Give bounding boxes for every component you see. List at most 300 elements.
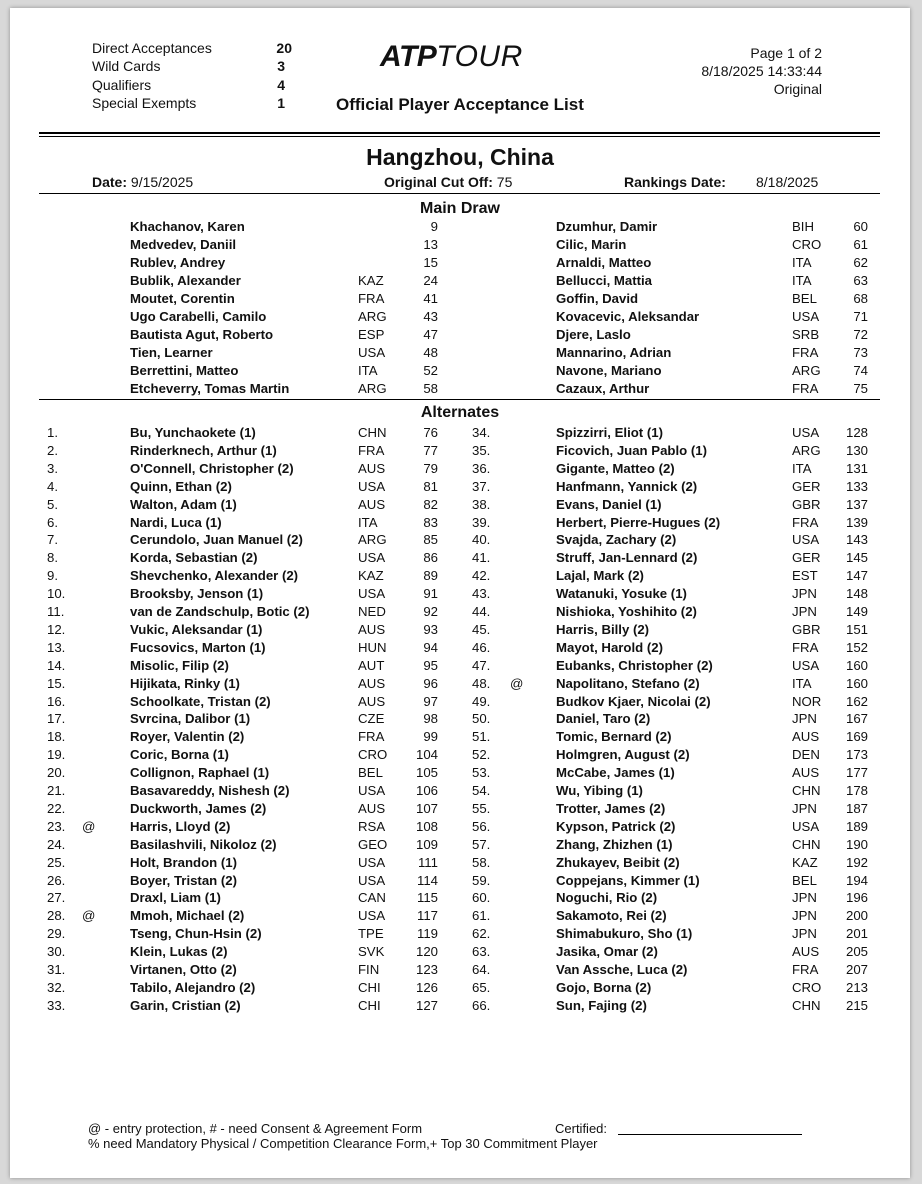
alternate-row [10,622,910,640]
player-rank: 48 [423,345,438,360]
player-rank: 190 [845,836,868,852]
player-rank: 130 [845,442,868,458]
entry-mark: @ [82,908,96,924]
player-rank: 215 [845,997,868,1013]
alternate-row [10,640,910,658]
player-name: O'Connell, Christopher (2) [130,460,294,476]
alternate-number: 27. [47,890,66,906]
player-row [10,237,910,255]
player-name: Coppejans, Kimmer (1) [556,872,700,888]
player-name: Boyer, Tristan (2) [130,872,237,888]
player-rank: 96 [423,675,438,691]
player-country: USA [792,818,820,834]
player-country: ARG [358,381,387,396]
player-rank: 99 [423,729,438,745]
player-country: ITA [792,255,812,270]
alternate-number: 23. [47,818,66,834]
alternate-number: 54. [472,783,491,798]
date-value: 9/15/2025 [130,174,194,190]
player-country: FRA [792,345,819,360]
player-rank: 72 [853,327,868,342]
player-name: Tomic, Bernard (2) [556,729,672,745]
player-rank: 76 [423,425,438,440]
alternate-number: 16. [47,693,66,709]
alternate-row [10,801,910,819]
player-country: CAN [358,890,386,906]
alternate-row [10,962,910,980]
player-rank: 192 [845,854,868,870]
player-country: CHN [792,997,821,1013]
player-country: BIH [792,219,814,234]
alternate-number: 49. [472,693,491,709]
player-name: Lajal, Mark (2) [556,568,644,584]
player-country: KAZ [792,854,818,870]
alternate-number: 6. [47,514,58,530]
alternate-row [10,586,910,604]
player-rank: 201 [845,926,868,942]
player-rank: 131 [845,460,868,476]
player-name: Rublev, Andrey [130,255,226,270]
player-name: Evans, Daniel (1) [556,496,662,512]
player-country: USA [358,586,386,602]
player-rank: 213 [845,979,868,995]
player-country: CHI [358,979,381,995]
player-name: Collignon, Raphael (1) [130,765,270,781]
alternate-number: 7. [47,532,58,548]
player-country: ARG [792,363,821,378]
player-rank: 123 [415,962,438,977]
alternate-number: 29. [47,926,66,942]
alternate-number: 9. [47,568,58,584]
player-rank: 79 [423,460,438,476]
alternate-number: 59. [472,872,491,888]
player-name: Svajda, Zachary (2) [556,532,677,548]
player-name: Wu, Yibing (1) [556,783,643,798]
page-title: Official Player Acceptance List [336,95,584,114]
player-name: Tseng, Chun-Hsin (2) [130,926,262,942]
player-country: CRO [358,747,388,763]
player-country: BEL [792,872,817,888]
player-rank: 81 [423,478,438,494]
cutoff-value: 75 [496,174,513,190]
player-country: AUS [792,729,820,745]
player-name: Moutet, Corentin [130,291,235,306]
player-name: Cilic, Marin [556,237,627,252]
player-country: BEL [792,291,817,306]
player-name: Hanfmann, Yannick (2) [556,478,698,494]
player-country: JPN [792,604,817,619]
player-rank: 82 [423,496,438,512]
player-country: AUS [358,800,386,816]
player-rank: 61 [853,237,868,252]
alternate-number: 15. [47,675,66,691]
alternate-number: 32. [47,979,66,995]
player-country: JPN [792,800,817,816]
player-name: Noguchi, Rio (2) [556,890,658,906]
player-rank: 24 [423,273,438,288]
player-rank: 94 [423,639,438,655]
entry-mark: @ [82,818,96,834]
player-rank: 107 [415,800,438,816]
logo-tour: TOUR [436,40,523,73]
alternate-number: 1. [47,425,58,440]
player-rank: 108 [415,818,438,834]
alternate-row [10,515,910,533]
player-country: AUS [358,460,386,476]
player-rank: 173 [845,747,868,763]
player-name: Djere, Laslo [556,327,631,342]
summary-value: 3 [277,58,285,75]
player-row [10,381,910,399]
player-rank: 68 [853,291,868,306]
player-row [10,255,910,273]
player-country: ARG [358,309,387,324]
alternate-number: 57. [472,836,491,852]
atp-tour-logo [380,40,523,74]
player-rank: 111 [417,854,438,870]
player-name: Gojo, Borna (2) [556,979,652,995]
alternate-row [10,568,910,586]
player-name: Nardi, Luca (1) [130,514,222,530]
player-name: Holt, Brandon (1) [130,854,237,870]
player-name: Herbert, Pierre-Hugues (2) [556,514,721,530]
player-rank: 152 [845,639,868,655]
player-country: ITA [792,460,812,476]
alternate-number: 17. [47,711,66,727]
alternate-number: 53. [472,765,491,781]
player-rank: 97 [423,693,438,709]
player-name: Ugo Carabelli, Camilo [130,309,267,324]
summary-label: Direct Acceptances [92,40,212,56]
player-name: Medvedev, Daniil [130,237,237,252]
alternate-number: 63. [472,944,491,960]
player-name: Khachanov, Karen [130,219,245,234]
player-rank: 105 [415,765,438,781]
player-name: Rinderknech, Arthur (1) [130,442,277,458]
player-rank: 127 [415,997,438,1013]
alternate-number: 41. [472,550,491,566]
player-country: ARG [358,532,387,548]
player-name: Garin, Cristian (2) [130,997,241,1013]
player-row [10,219,910,237]
alternate-row [10,604,910,622]
alternate-row [10,550,910,568]
player-rank: 86 [423,550,438,566]
alternate-row [10,855,910,873]
alternate-row [10,676,910,694]
divider [39,136,880,137]
divider [39,132,880,134]
player-rank: 200 [845,908,868,924]
player-name: Ficovich, Juan Pablo (1) [556,442,707,458]
rankings-date-label: Rankings Date: [624,174,726,190]
alternate-row [10,711,910,729]
player-country: USA [792,657,820,673]
alternate-number: 20. [47,765,66,781]
player-rank: 73 [853,345,868,360]
player-country: KAZ [358,273,384,288]
player-name: Navone, Mariano [556,363,662,378]
player-name: Mmoh, Michael (2) [130,908,245,924]
player-rank: 74 [853,363,868,378]
player-rank: 15 [423,255,438,270]
summary-value: 4 [277,76,285,93]
player-name: Bu, Yunchaokete (1) [130,425,256,440]
alternate-number: 52. [472,747,491,763]
player-rank: 52 [423,363,438,378]
player-rank: 160 [845,657,868,673]
page-number: Page 1 of 2 [750,45,822,61]
alternate-number: 8. [47,550,58,566]
player-name: Berrettini, Matteo [130,363,239,378]
alternate-number: 19. [47,747,66,763]
player-rank: 47 [423,327,438,342]
player-rank: 62 [853,255,868,270]
alternate-number: 61. [472,908,491,924]
player-name: Zhang, Zhizhen (1) [556,836,673,852]
player-rank: 189 [845,818,868,834]
alternate-number: 26. [47,872,66,888]
player-name: Quinn, Ethan (2) [130,478,232,494]
player-country: ITA [358,514,378,530]
player-name: Harris, Billy (2) [556,621,650,637]
player-country: CHN [792,836,821,852]
player-country: TPE [358,926,384,942]
player-country: RSA [358,818,386,834]
player-name: Zhukayev, Beibit (2) [556,854,680,870]
summary-label: Wild Cards [92,58,161,75]
player-rank: 169 [845,729,868,745]
player-country: FRA [792,381,819,396]
alternate-number: 46. [472,639,491,655]
player-name: Kovacevic, Aleksandar [556,309,700,324]
alternate-row [10,694,910,712]
player-country: AUS [358,496,386,512]
player-country: AUS [792,944,820,960]
alternate-row [10,497,910,515]
player-country: USA [792,425,820,440]
player-name: Watanuki, Yosuke (1) [556,586,687,602]
player-name: Van Assche, Luca (2) [556,962,688,977]
alternate-row [10,461,910,479]
player-name: McCabe, James (1) [556,765,675,781]
player-country: JPN [792,890,817,906]
player-name: Dzumhur, Damir [556,219,658,234]
player-rank: 151 [845,621,868,637]
alternate-number: 35. [472,442,491,458]
player-country: USA [358,783,386,798]
player-name: Fucsovics, Marton (1) [130,639,266,655]
alternate-number: 65. [472,979,491,995]
player-rank: 9 [430,219,438,234]
alternate-number: 25. [47,854,66,870]
player-country: CHN [792,783,821,798]
player-name: Schoolkate, Tristan (2) [130,693,271,709]
alternate-row [10,926,910,944]
player-name: Virtanen, Otto (2) [130,962,237,977]
alternate-number: 24. [47,836,66,852]
player-country: USA [358,854,386,870]
player-rank: 187 [845,800,868,816]
player-rank: 167 [845,711,868,727]
alternate-number: 62. [472,926,491,942]
player-name: Budkov Kjaer, Nicolai (2) [556,693,711,709]
player-name: Spizzirri, Eliot (1) [556,425,663,440]
cutoff-label: Original Cut Off: [384,174,493,190]
player-name: Klein, Lukas (2) [130,944,228,960]
player-name: Etcheverry, Tomas Martin [130,381,290,396]
player-rank: 149 [845,604,868,619]
alternate-number: 56. [472,818,491,834]
summary-row [92,39,292,57]
player-country: GBR [792,496,821,512]
alternate-row [10,479,910,497]
alternate-number: 18. [47,729,66,745]
summary-value: 20 [276,40,292,56]
player-name: van de Zandschulp, Botic (2) [130,604,310,619]
player-country: ITA [792,273,812,288]
player-country: GBR [792,621,821,637]
player-rank: 137 [845,496,868,512]
entry-mark: @ [510,675,524,691]
alternate-number: 47. [472,657,491,673]
player-name: Svrcina, Dalibor (1) [130,711,251,727]
alternate-number: 10. [47,586,66,602]
alternate-number: 55. [472,800,491,816]
player-rank: 91 [423,586,438,602]
player-name: Eubanks, Christopher (2) [556,657,713,673]
player-rank: 148 [845,586,868,602]
alternate-number: 28. [47,908,66,924]
player-rank: 177 [845,765,868,781]
player-rank: 139 [845,514,868,530]
player-country: AUS [792,765,820,781]
player-country: JPN [792,711,817,727]
player-name: Basavareddy, Nishesh (2) [130,783,290,798]
player-name: Vukic, Aleksandar (1) [130,621,263,637]
player-name: Mayot, Harold (2) [556,639,663,655]
player-row [10,309,910,327]
summary-label: Special Exempts [92,94,197,111]
alternate-number: 58. [472,854,491,870]
alternate-number: 4. [47,478,58,494]
player-name: Goffin, David [556,291,639,306]
player-rank: 194 [845,872,868,888]
alternate-number: 21. [47,783,66,798]
player-name: Royer, Valentin (2) [130,729,245,745]
player-country: NED [358,604,386,619]
player-name: Misolic, Filip (2) [130,657,229,673]
alternate-number: 22. [47,800,66,816]
original-cutoff [384,174,512,190]
document-meta [701,44,822,98]
player-name: Walton, Adam (1) [130,496,237,512]
player-name: Coric, Borna (1) [130,747,229,763]
player-rank: 205 [845,944,868,960]
player-country: USA [358,872,386,888]
player-rank: 13 [423,237,438,252]
player-rank: 92 [423,604,438,619]
player-name: Bellucci, Mattia [556,273,653,288]
player-name: Trotter, James (2) [556,800,666,816]
player-rank: 85 [423,532,438,548]
player-rank: 93 [423,621,438,637]
player-name: Basilashvili, Nikoloz (2) [130,836,277,852]
player-country: BEL [358,765,383,781]
player-country: SRB [792,327,820,342]
player-name: Sakamoto, Rei (2) [556,908,667,924]
player-name: Korda, Sebastian (2) [130,550,258,566]
player-name: Hijikata, Rinky (1) [130,675,240,691]
player-country: FIN [358,962,380,977]
alternate-number: 5. [47,496,58,512]
summary-row [92,94,285,112]
player-row [10,327,910,345]
player-country: FRA [792,962,819,977]
player-country: KAZ [358,568,384,584]
player-rank: 71 [853,309,868,324]
player-rank: 83 [423,514,438,530]
player-country: USA [358,345,386,360]
alternate-number: 64. [472,962,491,977]
player-name: Draxl, Liam (1) [130,890,221,906]
player-rank: 106 [415,783,438,798]
player-rank: 115 [416,890,438,906]
player-rank: 119 [416,926,438,942]
alternate-number: 60. [472,890,491,906]
player-country: GER [792,478,821,494]
player-name: Napolitano, Stefano (2) [556,675,700,691]
player-country: ITA [358,363,378,378]
player-country: AUT [358,657,385,673]
player-row [10,363,910,381]
alternate-number: 66. [472,997,491,1013]
player-rank: 58 [423,381,438,396]
player-row [10,345,910,363]
logo-atp: ATP [380,40,437,73]
player-rank: 196 [845,890,868,906]
player-country: NOR [792,693,822,709]
player-country: CHI [358,997,381,1013]
alternate-number: 50. [472,711,491,727]
alternate-number: 34. [472,425,491,440]
player-country: ARG [792,442,821,458]
alternate-row [10,890,910,908]
player-name: Jasika, Omar (2) [556,944,658,960]
divider [39,399,880,400]
alternate-row [10,944,910,962]
player-country: FRA [358,291,385,306]
legend-line: @ - entry protection, # - need Consent & Agreement Form [88,1121,423,1136]
player-name: Mannarino, Adrian [556,345,672,360]
player-name: Holmgren, August (2) [556,747,690,763]
player-country: CHN [358,425,387,440]
alternate-row [10,532,910,550]
player-name: Bautista Agut, Roberto [130,327,274,342]
alternate-number: 51. [472,729,491,745]
player-name: Tien, Learner [130,345,213,360]
player-name: Tabilo, Alejandro (2) [130,979,256,995]
player-row [10,291,910,309]
player-name: Struff, Jan-Lennard (2) [556,550,698,566]
player-country: HUN [358,639,387,655]
alternate-row [10,837,910,855]
player-country: AUS [358,693,386,709]
alternate-number: 2. [47,442,58,458]
alternate-row [10,819,910,837]
alternate-row [10,658,910,676]
alternate-number: 42. [472,568,491,584]
